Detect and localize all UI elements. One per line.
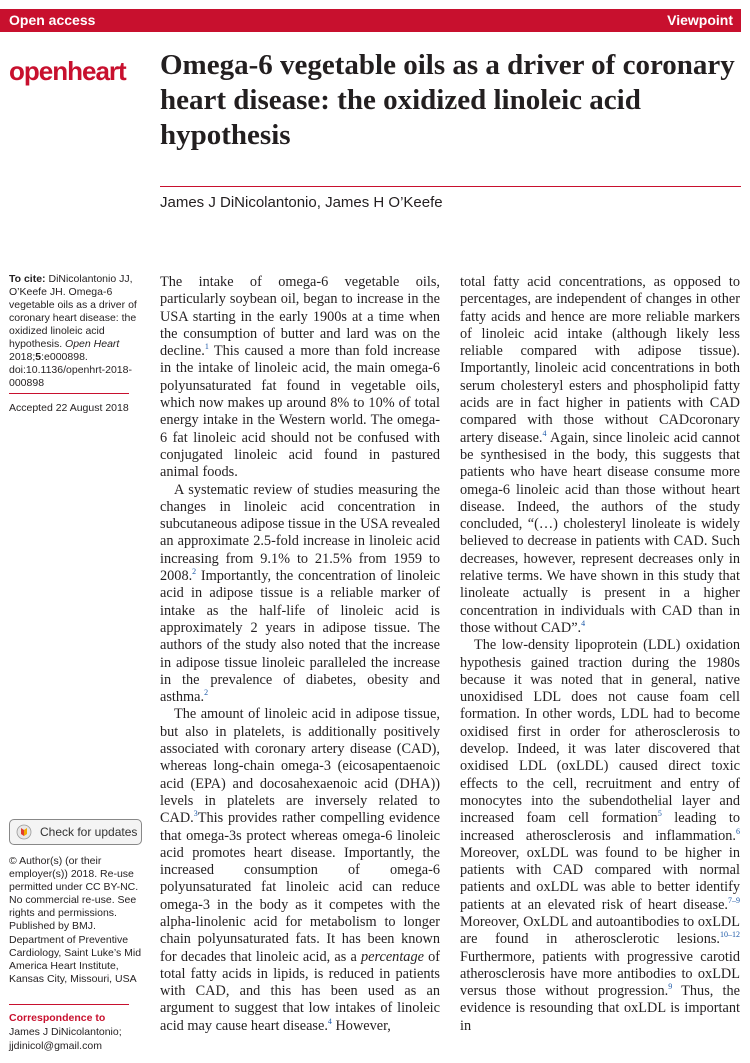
citation-link[interactable]: 1 — [204, 342, 209, 352]
check-for-updates-button[interactable] — [9, 819, 142, 845]
citation-link[interactable]: 5 — [657, 809, 662, 819]
citation-link[interactable]: 10–12 — [720, 930, 740, 940]
citation-link[interactable]: 4 — [327, 1017, 332, 1026]
open-access-label: Open access — [9, 12, 96, 28]
cite-journal: Open Heart — [65, 338, 120, 350]
cite-volume: 5 — [35, 351, 42, 363]
cite-text: DiNicolantonio JJ, O’Keefe JH. Omega-6 vegetable oils as a driver of coronary heart disease: the oxidized linoleic acid hypothesis. — [9, 273, 137, 350]
paragraph: total fatty acid concentrations, as opposed to percentages, are independent of changes in other fatty acids and hence are more reliable markers of linoleic acid intake (although likely less reliable compared with adipose tissue). Importantly, linoleic acid concentrations in both serum cholesteryl esters and phospholipid fatty acids are in fact higher in patients with CAD compared with those without CADcoronary artery disease.$^4$ Again, since linoleic acid cannot be synthesised in the body, this suggests that patients who have heart disease consume more omega-6 linoleic acid than those without heart disease. Indeed, the authors of the study concluded, “(…) cholesteryl linoleate is widely believed to decrease in patients with CAD. Such decreases, however, represent decreases only in relative terms. We have shown in this study that linoleate actually is present in a higher concentration in individuals with CAD than in those without CAD”.$^4$ — [460, 274, 740, 636]
citation-link[interactable]: 9 — [668, 982, 673, 992]
paragraph: The intake of omega-6 vegetable oils, particularly soybean oil, began to increase in the USA starting in the early 1900s at a time when the consumption of butter and lard was on the decline.$^1$ This caused a more than fold increase in the intake of linoleic acid, the main omega-6 polyunsaturated fat found in vegetable oils, which now makes up around 8% to 10% of total energy intake in the Western world. The omega-6 fat linoleic acid should not be confused with conjugated linoleic acid found in pastured animal foods. — [160, 274, 440, 481]
article-title: Omega-6 vegetable oils as a driver of coronary heart disease: the oxidized linoleic acid hypothesis — [160, 49, 735, 151]
citation-link[interactable]: 3 — [193, 809, 198, 819]
title-divider — [160, 186, 741, 187]
citation-link[interactable]: 6 — [736, 826, 740, 836]
sidebar-divider-2 — [9, 1004, 129, 1005]
article-type-label: Viewpoint — [667, 12, 733, 28]
paragraph: A systematic review of studies measuring the changes in linoleic acid concentration in subcutaneous adipose tissue in the USA revealed an approximate 2.5-fold increase in linoleic acid increasing from 9.1% to 21.5% from 1959 to 2008.$^2$ Importantly, the concentration of linoleic acid in adipose tissue is a reliable marker of intake as the half-life of linoleic acid is approximately 2 years in adipose tissue. The authors of the study also noted that the increase in adipose tissue linoleic paralleled the increase in the prevalence of diabetes, obesity and asthma.$^2$ — [160, 481, 440, 706]
paragraph: The low-density lipoprotein (LDL) oxidation hypothesis gained traction during the 1980s because it was noted that in general, native unoxidised LDL does not cause foam cell formation. In other words, LDL had to become oxidised first in order for atherosclerosis to develop. Indeed, it was later discovered that oxidised LDL (oxLDL) caused direct toxic effects to the cell, recruitment and entry of monocytes into the subendothelial layer and increased foam cell formation$^5$ leading to increased atherosclerosis and inflammation.$^6$ Moreover, oxLDL was found to be higher in patients with CAD compared with normal patients and oxLDL was able to better identify patients at an elevated risk of heart disease.$^{7-9}$ Moreover, OxLDL and autoantibodies to oxLDL are found in atherosclerotic lesions.$^{10-12}$ Furthermore, patients with progressive carotid atherosclerosis have more antibodies to oxLDL versus those without progression.$^9$ Thus, the evidence is resounding that oxLDL is important in — [460, 637, 740, 1034]
sidebar-divider — [9, 393, 129, 394]
author-list: James J DiNicolantonio, James H O’Keefe — [160, 194, 443, 211]
citation-link[interactable]: 2 — [192, 567, 197, 577]
check-updates-icon — [16, 824, 32, 840]
copyright-notice: © Author(s) (or their employer(s)) 2018. Re-use permitted under CC BY-NC. No commercial re-use. See rights and permissions. Published by BMJ. — [9, 855, 139, 932]
citation-link[interactable]: 4 — [542, 428, 547, 438]
cite-doi[interactable]: :e000898. doi:10.1136/openhrt-2018-000898 — [9, 351, 132, 389]
citation-link[interactable]: 4 — [581, 619, 586, 629]
paragraph: The amount of linoleic acid in adipose tissue, but also in platelets, is additionally positively associated with coronary artery disease (CAD), whereas long-chain omega-3 (eicosapentaenoic acid (EPA) and docosahexaenoic acid (DHA)) levels in platelets are inversely related to CAD.$^3$This provides rather compelling evidence that omega-3s protect whereas omega-6 linoleic acid promotes heart disease. Importantly, the increased consumption of omega-6 polyunsaturated fat linoleic acid can reduce omega-3 in the body as it competes with the alpha-linolenic acid for metabolism to longer chain polyunsaturated fats. It has been known for decades that linoleic acid, as a percentage of total fatty acids in lipids, is reduced in patients with CAD, and this has been used as an argument to suggest that low intakes of linoleic acid may cause heart disease.$^4$ However, — [160, 706, 441, 1034]
affiliation: Department of Preventive Cardiology, Saint Luke’s Mid America Heart Institute, Kansas City, Missouri, USA — [9, 934, 142, 985]
top-banner — [0, 9, 741, 32]
body-column-1 — [160, 274, 440, 1035]
cite-year: 2018; — [9, 351, 36, 363]
check-updates-label: Check for updates — [40, 825, 138, 839]
correspondence-email[interactable]: jjdinicol@gmail.com — [9, 1040, 102, 1052]
correspondence-name: James J DiNicolantonio; — [9, 1026, 122, 1038]
citation-block — [9, 273, 149, 390]
openheart-logo[interactable]: openheart — [9, 56, 126, 86]
cite-label: To cite: — [9, 273, 46, 285]
body-column-2 — [460, 274, 740, 1035]
accepted-date: Accepted 22 August 2018 — [9, 402, 129, 414]
citation-link[interactable]: 7–9 — [728, 895, 740, 905]
citation-link[interactable]: 2 — [204, 688, 209, 698]
correspondence-label: Correspondence to — [9, 1012, 106, 1024]
